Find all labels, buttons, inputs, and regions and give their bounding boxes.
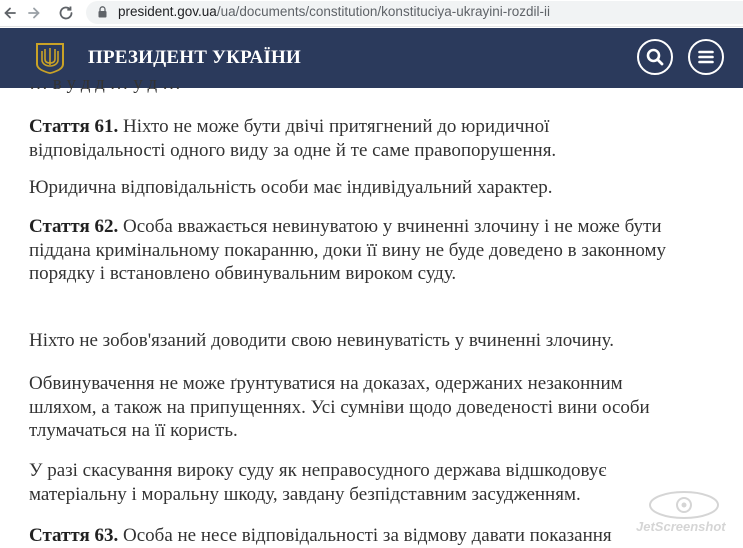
- article-62-label: Стаття 62.: [29, 216, 119, 237]
- site-title[interactable]: ПРЕЗИДЕНТ УКРАЇНИ: [88, 47, 302, 68]
- article-63-text: Особа не несе відповідальності за відмову давати показання: [118, 525, 612, 546]
- browser-toolbar: [0, 0, 743, 27]
- article-63-paragraph: [29, 524, 669, 548]
- article-62-text: Особа вважається невинуватою у вчиненні злочину і не може бути піддана кримінальному покаранню, доки її вину не буде доведено в законному порядку і встановлено обвинувальним вироком суду.: [29, 216, 667, 284]
- forward-arrow-icon[interactable]: [22, 2, 44, 24]
- menu-icon: [690, 41, 722, 73]
- paragraph: Юридична відповідальність особи має індивідуальний характер.: [29, 177, 553, 198]
- paragraph: У разі скасування вироку суду як неправосудного держава відшкодовує матеріальну і моральну шкоду, завдану безпідставним засудженням.: [29, 460, 607, 505]
- lock-icon: [98, 6, 107, 18]
- url-path: /ua/documents/constitution/konstituciya-ukrayini-rozdil-ii: [216, 4, 550, 19]
- search-button[interactable]: [637, 39, 673, 75]
- watermark: [632, 485, 742, 543]
- search-icon: [639, 41, 671, 73]
- back-arrow-icon[interactable]: [0, 2, 22, 24]
- article-63-label: Стаття 63.: [29, 525, 119, 546]
- article-61-text: Ніхто не може бути двічі притягнений до юридичної відповідальності одного виду за одне й те саме правопорушення.: [29, 116, 557, 161]
- url-host: president.gov.ua: [118, 4, 217, 19]
- menu-button[interactable]: [688, 39, 724, 75]
- article-content: [29, 73, 729, 546]
- article-62-paragraph: [29, 215, 669, 286]
- paragraph: Ніхто не зобов'язаний доводити свою невинуватість у вчиненні злочину.: [29, 330, 615, 351]
- article-61-paragraph: [29, 115, 669, 162]
- paragraph: Обвинувачення не може ґрунтуватися на доказах, одержаних незаконним шляхом, а також на припущеннях. Усі сумніви щодо доведеності вини особи тлумачаться на її користь.: [29, 373, 650, 441]
- address-bar[interactable]: [86, 1, 743, 24]
- url-text: [118, 4, 550, 19]
- reload-icon[interactable]: [55, 2, 77, 24]
- trident-emblem-icon[interactable]: [32, 40, 68, 76]
- watermark-text: JetScreenshot: [636, 519, 726, 534]
- cut-off-line: … в у д д … у д …: [29, 73, 181, 94]
- article-61-label: Стаття 61.: [29, 116, 119, 137]
